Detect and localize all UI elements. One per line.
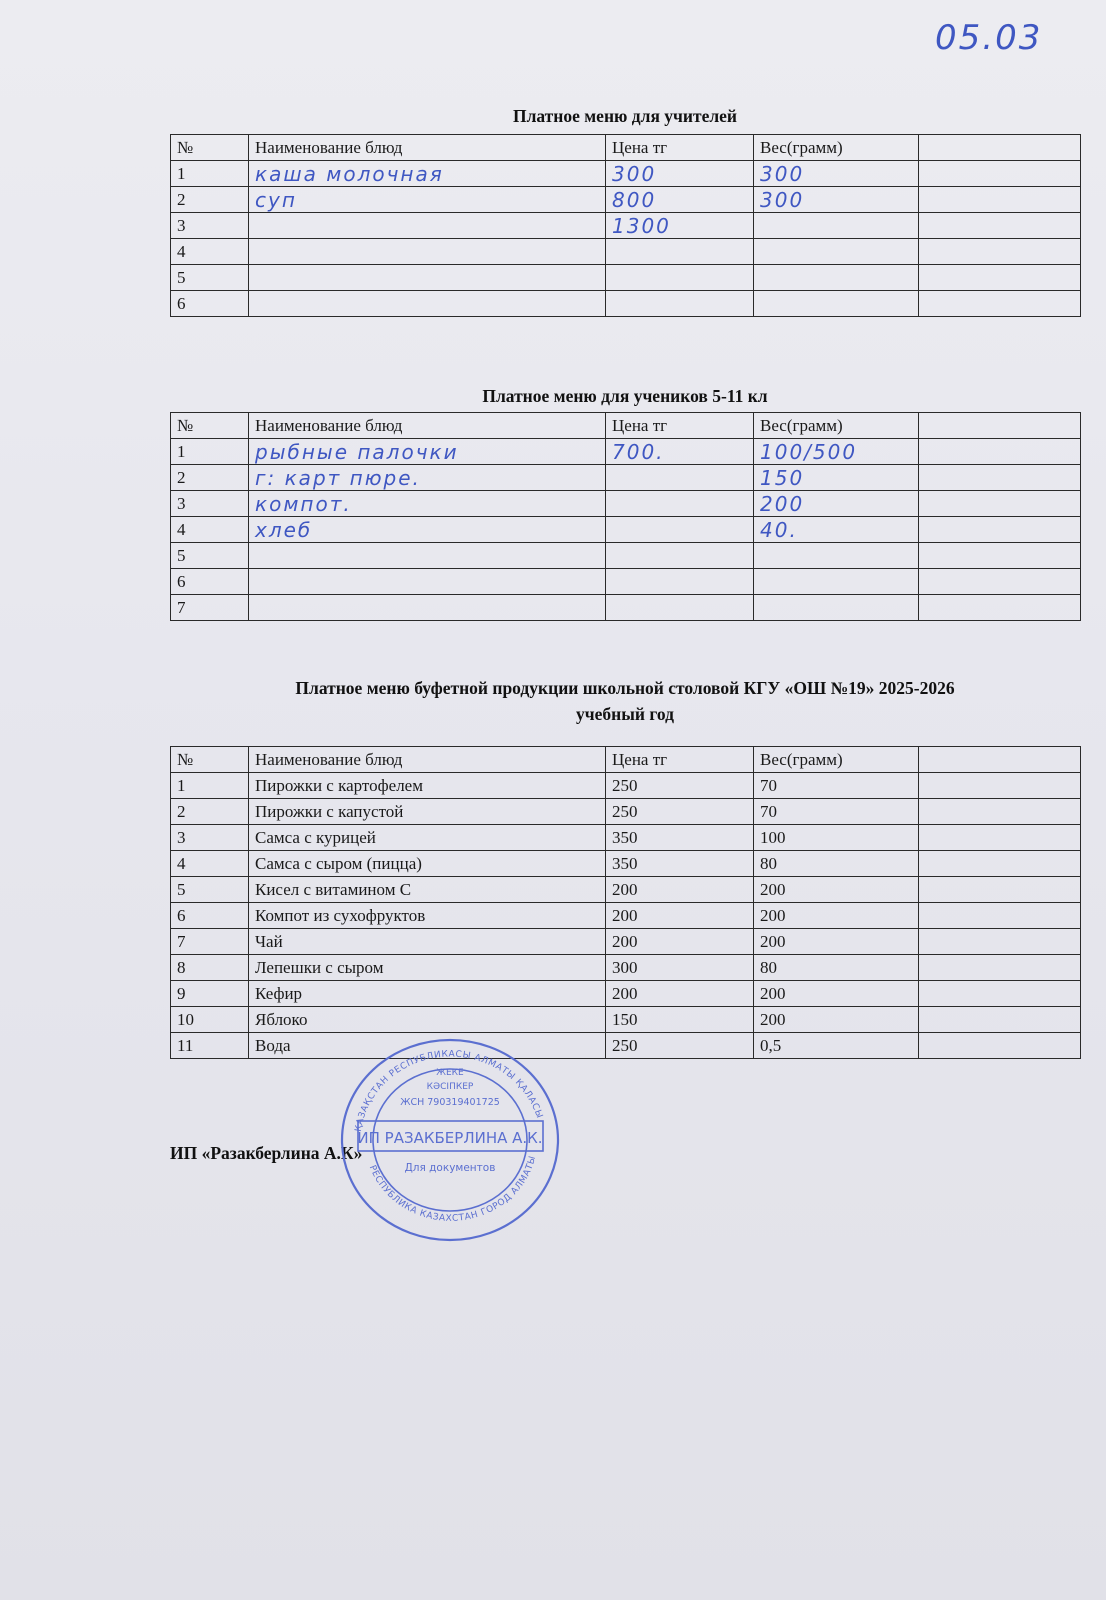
cell-number: 3 — [171, 213, 249, 239]
cell-number: 6 — [171, 291, 249, 317]
cell-number: 6 — [171, 903, 249, 929]
table-row — [171, 187, 1081, 213]
cell-dish-name — [249, 239, 606, 265]
cell-weight: 40. — [754, 517, 919, 543]
cell-dish-name: Вода — [249, 1033, 606, 1059]
cell-weight: 80 — [754, 851, 919, 877]
stamp-note: Для документов — [404, 1162, 496, 1174]
cell-weight: 300 — [754, 161, 919, 187]
cell-number: 4 — [171, 851, 249, 877]
cell-weight: 70 — [754, 799, 919, 825]
cell-price: 300 — [606, 955, 754, 981]
table-row — [171, 491, 1081, 517]
cell-dish-name: Чай — [249, 929, 606, 955]
table-row — [171, 799, 1081, 825]
header-weight: Вес(грамм) — [754, 413, 919, 439]
cell-dish-name: Самса с сыром (пицца) — [249, 851, 606, 877]
table-row — [171, 929, 1081, 955]
cell-extra — [919, 799, 1081, 825]
cell-number: 1 — [171, 439, 249, 465]
cell-number: 1 — [171, 773, 249, 799]
students-menu-table — [170, 412, 1081, 621]
cell-price — [606, 265, 754, 291]
cell-extra — [919, 595, 1081, 621]
cell-dish-name: компот. — [249, 491, 606, 517]
table-row — [171, 213, 1081, 239]
cell-dish-name — [249, 265, 606, 291]
cell-extra — [919, 929, 1081, 955]
buffet-menu-subtitle: учебный год — [576, 704, 674, 724]
cell-extra — [919, 851, 1081, 877]
cell-price — [606, 491, 754, 517]
cell-number: 2 — [171, 465, 249, 491]
header-number: № — [171, 135, 249, 161]
cell-dish-name: Кефир — [249, 981, 606, 1007]
cell-weight: 70 — [754, 773, 919, 799]
cell-price: 250 — [606, 799, 754, 825]
cell-extra — [919, 187, 1081, 213]
cell-price: 700. — [606, 439, 754, 465]
handwritten-date: 05.03 — [935, 18, 1043, 58]
cell-weight: 200 — [754, 491, 919, 517]
table-row — [171, 773, 1081, 799]
table-row — [171, 981, 1081, 1007]
stamp-line3: ЖСН 790319401725 — [400, 1097, 500, 1108]
table-row — [171, 595, 1081, 621]
cell-price — [606, 595, 754, 621]
cell-weight — [754, 291, 919, 317]
cell-extra — [919, 291, 1081, 317]
cell-price: 350 — [606, 851, 754, 877]
students-menu-title: Платное меню для учеников 5-11 кл — [482, 386, 768, 406]
cell-price: 1300 — [606, 213, 754, 239]
table-row — [171, 161, 1081, 187]
cell-price — [606, 517, 754, 543]
cell-extra — [919, 773, 1081, 799]
cell-extra — [919, 955, 1081, 981]
cell-number: 1 — [171, 161, 249, 187]
cell-weight: 200 — [754, 903, 919, 929]
cell-number: 5 — [171, 265, 249, 291]
cell-weight: 200 — [754, 981, 919, 1007]
cell-weight: 0,5 — [754, 1033, 919, 1059]
table-row — [171, 955, 1081, 981]
cell-number: 7 — [171, 929, 249, 955]
cell-number: 2 — [171, 187, 249, 213]
table-header-row — [171, 135, 1081, 161]
cell-extra — [919, 877, 1081, 903]
header-weight: Вес(грамм) — [754, 135, 919, 161]
header-number: № — [171, 413, 249, 439]
header-price: Цена тг — [606, 413, 754, 439]
cell-extra — [919, 465, 1081, 491]
cell-extra — [919, 161, 1081, 187]
stamp-outer-bottom-text: РЕСПУБЛИКА КАЗАХСТАН ГОРОД АЛМАТЫ — [366, 1154, 539, 1224]
cell-dish-name: Яблоко — [249, 1007, 606, 1033]
cell-weight — [754, 265, 919, 291]
table-row — [171, 239, 1081, 265]
cell-price: 350 — [606, 825, 754, 851]
cell-price — [606, 569, 754, 595]
header-extra — [919, 413, 1081, 439]
cell-extra — [919, 517, 1081, 543]
cell-dish-name — [249, 569, 606, 595]
cell-price: 200 — [606, 877, 754, 903]
cell-extra — [919, 439, 1081, 465]
cell-price: 200 — [606, 981, 754, 1007]
cell-extra — [919, 903, 1081, 929]
buffet-menu-title: Платное меню буфетной продукции школьной столовой КГУ «ОШ №19» 2025-2026 — [295, 678, 955, 698]
cell-dish-name: каша молочная — [249, 161, 606, 187]
cell-number: 8 — [171, 955, 249, 981]
cell-weight: 150 — [754, 465, 919, 491]
cell-weight — [754, 569, 919, 595]
cell-dish-name — [249, 543, 606, 569]
cell-number: 3 — [171, 491, 249, 517]
cell-number: 11 — [171, 1033, 249, 1059]
table-row — [171, 825, 1081, 851]
cell-number: 5 — [171, 543, 249, 569]
cell-dish-name: хлеб — [249, 517, 606, 543]
cell-weight: 200 — [754, 1007, 919, 1033]
table-row — [171, 851, 1081, 877]
stamp-name: ИП РАЗАКБЕРЛИНА А.К. — [357, 1129, 543, 1147]
cell-dish-name: суп — [249, 187, 606, 213]
header-number: № — [171, 747, 249, 773]
teachers-menu-table — [170, 134, 1081, 317]
cell-price: 250 — [606, 1033, 754, 1059]
cell-dish-name: Лепешки с сыром — [249, 955, 606, 981]
cell-number: 3 — [171, 825, 249, 851]
cell-extra — [919, 543, 1081, 569]
cell-extra — [919, 1033, 1081, 1059]
cell-number: 9 — [171, 981, 249, 1007]
table-header-row — [171, 413, 1081, 439]
header-weight: Вес(грамм) — [754, 747, 919, 773]
stamp-line1: ЖЕКЕ — [436, 1068, 464, 1078]
cell-extra — [919, 569, 1081, 595]
cell-dish-name: Пирожки с картофелем — [249, 773, 606, 799]
cell-price: 150 — [606, 1007, 754, 1033]
cell-dish-name: Пирожки с капустой — [249, 799, 606, 825]
cell-dish-name: г: карт пюре. — [249, 465, 606, 491]
cell-weight — [754, 213, 919, 239]
table-row — [171, 1033, 1081, 1059]
table-row — [171, 265, 1081, 291]
cell-weight: 80 — [754, 955, 919, 981]
buffet-menu-table — [170, 746, 1081, 1059]
header-dish-name: Наименование блюд — [249, 747, 606, 773]
header-price: Цена тг — [606, 747, 754, 773]
table-row — [171, 291, 1081, 317]
cell-number: 5 — [171, 877, 249, 903]
cell-price: 200 — [606, 903, 754, 929]
cell-dish-name — [249, 291, 606, 317]
cell-extra — [919, 981, 1081, 1007]
cell-weight: 200 — [754, 877, 919, 903]
header-extra — [919, 135, 1081, 161]
table-header-row — [171, 747, 1081, 773]
signer-line: ИП «Разакберлина А.К» — [170, 1143, 363, 1163]
cell-extra — [919, 825, 1081, 851]
cell-number: 2 — [171, 799, 249, 825]
cell-price: 300 — [606, 161, 754, 187]
table-row — [171, 877, 1081, 903]
table-row — [171, 1007, 1081, 1033]
cell-extra — [919, 491, 1081, 517]
cell-weight: 200 — [754, 929, 919, 955]
cell-weight: 100/500 — [754, 439, 919, 465]
cell-dish-name: Кисел с витамином С — [249, 877, 606, 903]
cell-weight — [754, 543, 919, 569]
cell-extra — [919, 265, 1081, 291]
cell-price — [606, 291, 754, 317]
stamp-line2: КӘСІПКЕР — [426, 1082, 474, 1092]
company-stamp — [338, 1035, 563, 1245]
cell-number: 4 — [171, 239, 249, 265]
cell-weight — [754, 239, 919, 265]
cell-price: 200 — [606, 929, 754, 955]
table-row — [171, 439, 1081, 465]
cell-dish-name: Самса с курицей — [249, 825, 606, 851]
header-dish-name: Наименование блюд — [249, 135, 606, 161]
cell-number: 6 — [171, 569, 249, 595]
header-price: Цена тг — [606, 135, 754, 161]
cell-price — [606, 543, 754, 569]
cell-price: 250 — [606, 773, 754, 799]
cell-extra — [919, 239, 1081, 265]
cell-price — [606, 239, 754, 265]
cell-dish-name — [249, 595, 606, 621]
cell-price: 800 — [606, 187, 754, 213]
table-row — [171, 517, 1081, 543]
teachers-menu-title: Платное меню для учителей — [512, 106, 738, 126]
cell-dish-name: Компот из сухофруктов — [249, 903, 606, 929]
cell-number: 4 — [171, 517, 249, 543]
header-dish-name: Наименование блюд — [249, 413, 606, 439]
cell-number: 7 — [171, 595, 249, 621]
cell-extra — [919, 213, 1081, 239]
cell-extra — [919, 1007, 1081, 1033]
cell-dish-name: рыбные палочки — [249, 439, 606, 465]
table-row — [171, 465, 1081, 491]
cell-weight: 100 — [754, 825, 919, 851]
header-extra — [919, 747, 1081, 773]
cell-weight — [754, 595, 919, 621]
cell-dish-name — [249, 213, 606, 239]
table-row — [171, 903, 1081, 929]
cell-weight: 300 — [754, 187, 919, 213]
stamp-outer-top-text: ҚАЗАҚСТАН РЕСПУБЛИКАСЫ АЛМАТЫ ҚАЛАСЫ — [353, 1049, 545, 1133]
table-row — [171, 543, 1081, 569]
table-row — [171, 569, 1081, 595]
cell-number: 10 — [171, 1007, 249, 1033]
cell-price — [606, 465, 754, 491]
